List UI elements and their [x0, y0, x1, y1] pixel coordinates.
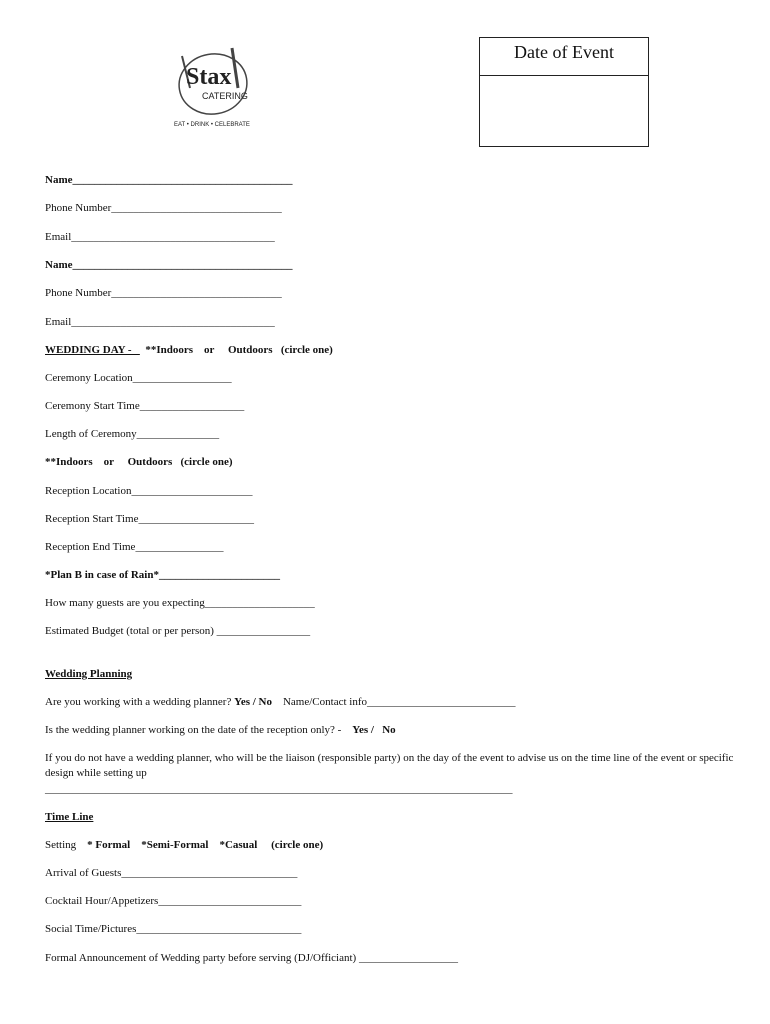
setting-options[interactable]: * Formal *Semi-Formal *Casual (circle one) [87, 839, 324, 851]
phone-field-1[interactable]: Phone Number_______________________________ [45, 202, 282, 214]
reception-location-field[interactable]: Reception Location______________________ [45, 485, 253, 497]
stax-catering-logo [168, 44, 268, 130]
planner-date-yes-no[interactable]: Yes / No [352, 724, 396, 736]
email-field-2[interactable]: Email_____________________________________ [45, 316, 275, 328]
planner-contact-field[interactable]: Name/Contact info___________________________ [271, 696, 516, 708]
social-field[interactable]: Social Time/Pictures______________________________ [45, 923, 302, 935]
logo-brand: Stax [186, 64, 232, 90]
setting-label: Setting [45, 839, 88, 851]
planner-date-question: Is the wedding planner working on the date of the reception only? - [45, 724, 353, 736]
planner-question: Are you working with a wedding planner? [45, 696, 235, 708]
planner-date-question-row [45, 723, 396, 737]
liaison-answer-line[interactable]: _____________________________________________________________________________________ [45, 783, 513, 795]
ceremony-length-field[interactable]: Length of Ceremony_______________ [45, 428, 220, 440]
planner-question-row [45, 695, 516, 709]
arrival-field[interactable]: Arrival of Guests________________________________ [45, 867, 298, 879]
email-field-1[interactable]: Email_____________________________________ [45, 231, 275, 243]
logo-graphic [168, 44, 268, 130]
liaison-question: If you do not have a wedding planner, who will be the liaison (responsible party) on the day of the event to advise us on the time line of the event or specific design while setting up [45, 752, 734, 779]
reception-indoor-outdoor-choice[interactable]: **Indoors or Outdoors (circle one) [45, 456, 233, 468]
budget-field[interactable]: Estimated Budget (total or per person) _________________ [45, 625, 311, 637]
guests-field[interactable]: How many guests are you expecting____________________ [45, 597, 315, 609]
logo-tagline: EAT • DRINK • CELEBRATE [174, 122, 250, 128]
reception-start-field[interactable]: Reception Start Time_____________________ [45, 513, 254, 525]
wedding-day-heading: WEDDING DAY - [45, 344, 140, 356]
ceremony-start-field[interactable]: Ceremony Start Time___________________ [45, 400, 245, 412]
setting-row [45, 838, 323, 852]
plan-b-field[interactable]: *Plan B in case of Rain*______________________ [45, 569, 280, 581]
name-field-2[interactable]: Name________________________________________ [45, 259, 293, 271]
planner-yes-no[interactable]: Yes / No [234, 696, 272, 708]
date-of-event-box[interactable] [479, 37, 649, 147]
phone-field-2[interactable]: Phone Number_______________________________ [45, 287, 282, 299]
time-line-heading: Time Line [45, 811, 94, 823]
name-field-1[interactable]: Name________________________________________ [45, 174, 293, 186]
logo-sub: CATERING [202, 91, 248, 101]
wedding-day-row [45, 343, 333, 357]
wedding-indoor-outdoor-choice[interactable]: **Indoors or Outdoors (circle one) [139, 344, 333, 356]
wedding-planning-heading: Wedding Planning [45, 668, 133, 680]
ceremony-location-field[interactable]: Ceremony Location__________________ [45, 372, 232, 384]
announcement-field[interactable]: Formal Announcement of Wedding party before serving (DJ/Officiant) __________________ [45, 952, 458, 964]
date-of-event-label: Date of Event [480, 38, 648, 76]
reception-end-field[interactable]: Reception End Time________________ [45, 541, 224, 553]
cocktail-field[interactable]: Cocktail Hour/Appetizers__________________________ [45, 895, 302, 907]
